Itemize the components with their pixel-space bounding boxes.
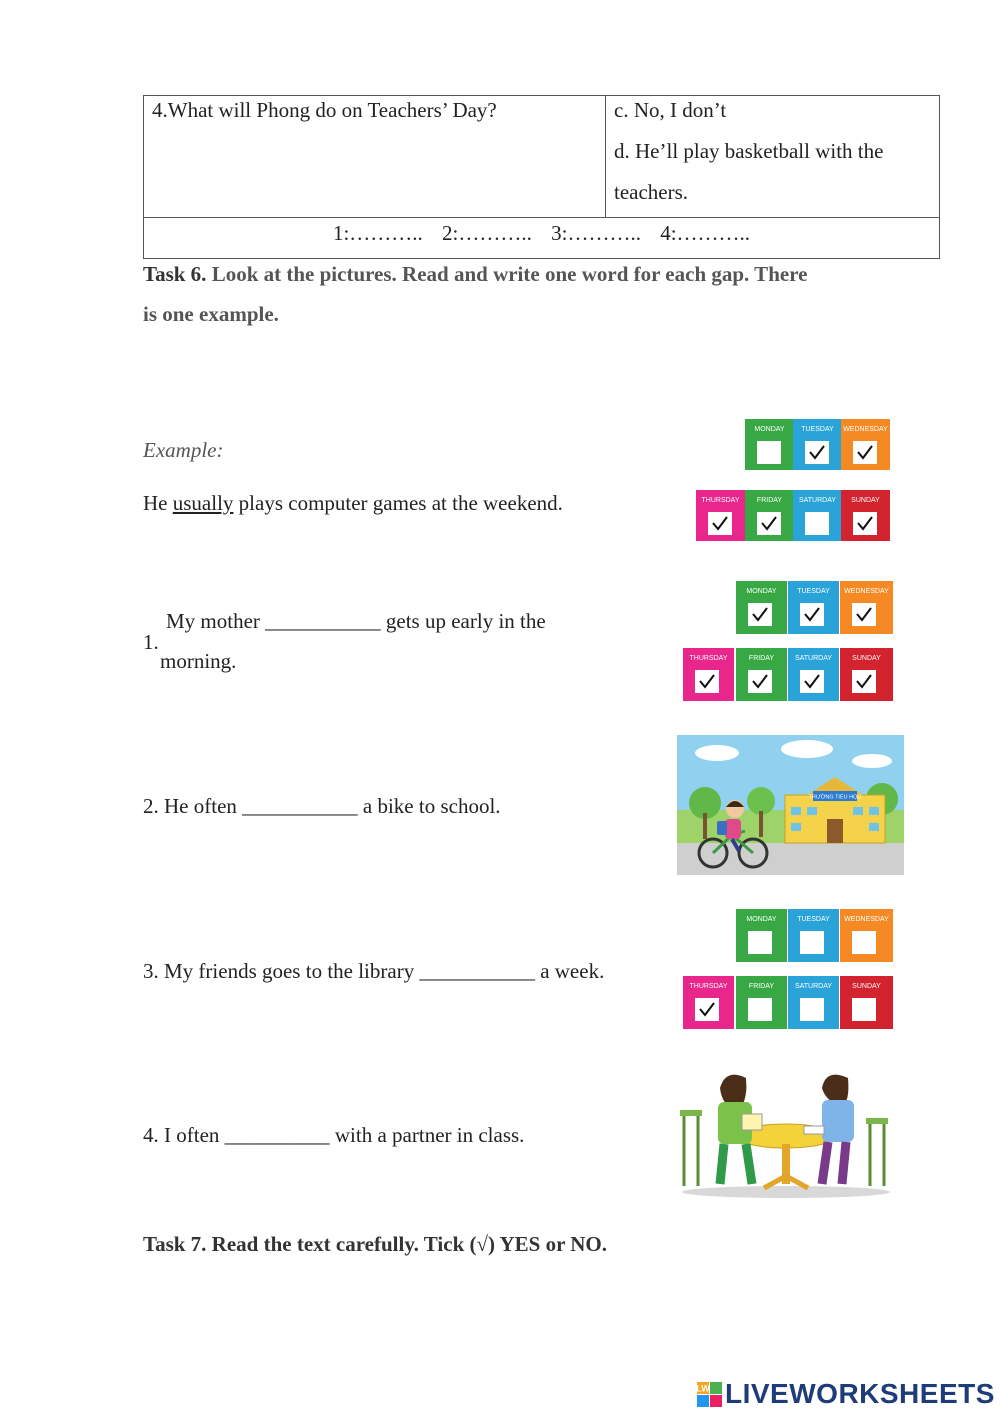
q3-sentence[interactable]: 3. My friends goes to the library ___________ a week.: [143, 959, 605, 983]
task6-instruction-line2: is one example.: [143, 302, 279, 326]
liveworksheets-logo-icon: [697, 1378, 723, 1410]
cal-q1-friday: FRIDAY: [736, 648, 787, 701]
example-after: plays computer games at the weekend.: [233, 491, 563, 515]
check-icon: [757, 512, 781, 535]
cal-q3-saturday: SATURDAY: [788, 976, 839, 1029]
check-icon: [708, 512, 732, 535]
school-sign: TRƯỜNG TIỂU HỌC: [808, 794, 862, 801]
cal-q3-thursday: THURSDAY: [683, 976, 734, 1029]
cal-q1-tuesday: TUESDAY: [788, 581, 839, 634]
liveworksheets-logo[interactable]: [697, 1378, 995, 1410]
table-answer-slots[interactable]: 1:……….. 2:……….. 3:……….. 4:………..: [332, 221, 751, 245]
check-icon: [748, 670, 772, 693]
cal-q1-saturday: SATURDAY: [788, 648, 839, 701]
check-icon: [748, 603, 772, 626]
q4-sentence[interactable]: 4. I often __________ with a partner in class.: [143, 1123, 525, 1147]
svg-text:LW: LW: [697, 1383, 710, 1394]
cal-ex-tuesday: TUESDAY: [793, 419, 842, 470]
cal-ex-sunday: SUNDAY: [841, 490, 890, 541]
q2-sentence[interactable]: 2. He often ___________ a bike to school.: [143, 794, 501, 818]
bike-to-school-illustration: [677, 735, 904, 875]
cal-ex-thursday: THURSDAY: [696, 490, 745, 541]
example-answer: usually: [172, 491, 234, 515]
liveworksheets-logo-text: LIVEWORKSHEETS: [725, 1378, 995, 1409]
check-icon: [800, 603, 824, 626]
example-label: Example:: [143, 438, 224, 462]
cal-ex-monday: MONDAY: [745, 419, 794, 470]
cal-q1-sunday: SUNDAY: [840, 648, 893, 701]
q1-number: 1.: [143, 630, 159, 654]
q1-line1[interactable]: My mother ___________ gets up early in the: [166, 609, 546, 633]
check-icon: [853, 441, 877, 464]
check-icon: [800, 670, 824, 693]
cal-q3-sunday: SUNDAY: [840, 976, 893, 1029]
example-before: He: [143, 491, 173, 515]
task6-label: Task 6.: [143, 262, 207, 286]
check-icon: [853, 512, 877, 535]
task6-instruction-line1: Look at the pictures. Read and write one word for each gap. There: [211, 262, 808, 286]
table-divider-horizontal: [144, 217, 939, 218]
table-answer-d-line2: teachers.: [614, 180, 689, 204]
q1-line2: morning.: [160, 649, 237, 673]
cal-q3-wednesday: WEDNESDAY: [840, 909, 893, 962]
cal-ex-friday: FRIDAY: [745, 490, 794, 541]
cal-q3-tuesday: TUESDAY: [788, 909, 839, 962]
table-answer-c: c. No, I don’t: [614, 98, 727, 122]
table-divider-vertical: [605, 96, 606, 217]
table-question-4: 4.What will Phong do on Teachers’ Day?: [152, 98, 497, 122]
check-icon: [805, 441, 829, 464]
cal-q3-friday: FRIDAY: [736, 976, 787, 1029]
check-icon: [695, 998, 719, 1021]
cal-q1-thursday: THURSDAY: [683, 648, 734, 701]
cal-ex-saturday: SATURDAY: [793, 490, 842, 541]
cal-ex-wednesday: WEDNESDAY: [841, 419, 890, 470]
cal-q3-monday: MONDAY: [736, 909, 787, 962]
table-answer-d-line1: d. He’ll play basketball with the: [614, 139, 884, 163]
check-icon: [852, 670, 876, 693]
task6-heading: [143, 254, 933, 334]
check-icon: [852, 603, 876, 626]
partners-at-table-illustration: [676, 1066, 894, 1198]
example-sentence: [143, 490, 563, 516]
cal-q1-wednesday: WEDNESDAY: [840, 581, 893, 634]
task7-heading: Task 7. Read the text carefully. Tick (√) YES or NO.: [143, 1232, 608, 1256]
cal-q1-monday: MONDAY: [736, 581, 787, 634]
check-icon: [695, 670, 719, 693]
